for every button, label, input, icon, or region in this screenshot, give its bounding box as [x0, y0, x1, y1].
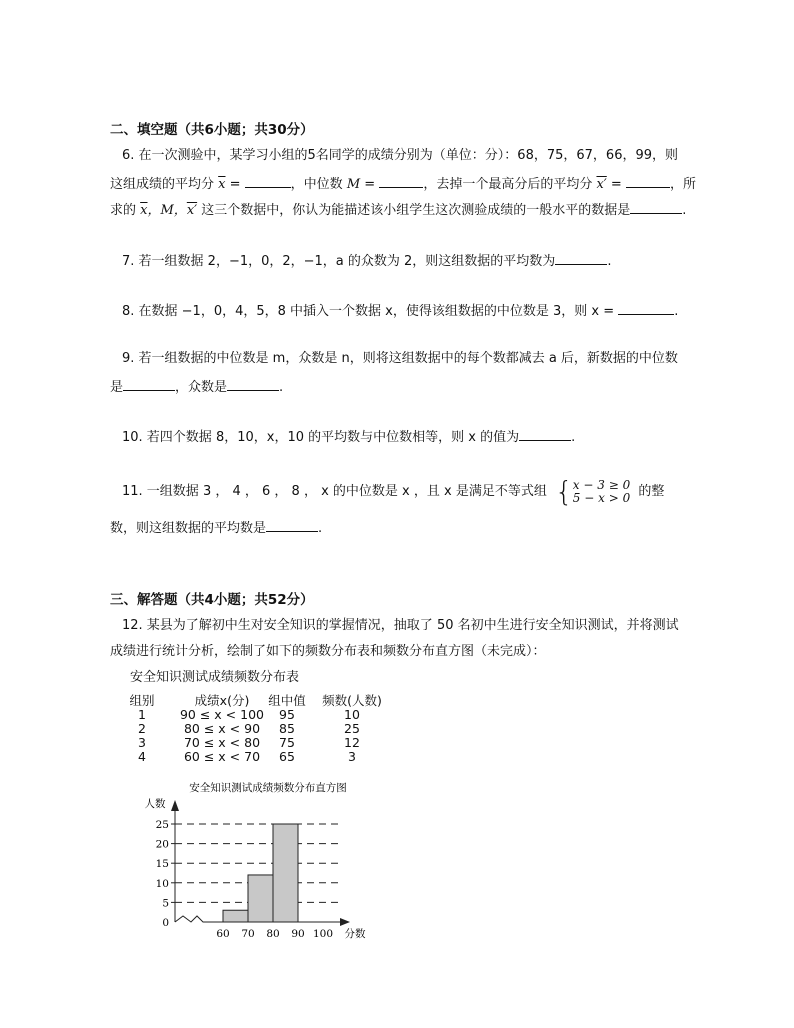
y-tick-label: 0 [162, 917, 169, 929]
q6-text-b: ，中位数 [290, 177, 343, 192]
q10-text: 10. 若四个数据 8，10，x，10 的平均数与中位数相等，则 x 的值为 [122, 430, 520, 445]
table-cell: 60 ≤ x < 70 [183, 749, 261, 764]
q6-text-f: 这三个数据中，你认为能描述该小组学生这次测验成绩的一般水平的数据是 [201, 203, 631, 218]
x-tick-label: 100 [312, 928, 334, 940]
q11-text-b: 的整 [638, 484, 665, 499]
q12-table-title: 安全知识测试成绩频数分布表 [130, 670, 300, 685]
x-tick-label: 60 [216, 928, 230, 940]
q11-ineq2: 5 − x > 0 [572, 490, 631, 505]
q6-line1: 6. 在一次测验中，某学习小组的5名同学的成绩分别为（单位：分）：68，75，67，66，99，则 [122, 148, 679, 163]
section3-title: 三、解答题（共4小题；共52分） [110, 592, 314, 608]
y-tick-label: 5 [162, 897, 169, 910]
q6-end: . [682, 203, 687, 218]
q9-text-a: 是 [110, 380, 124, 395]
histogram-bar [223, 910, 248, 922]
y-tick-label: 15 [155, 858, 169, 871]
x-tick-label: 70 [241, 928, 255, 940]
x-tick-label: 90 [291, 928, 305, 940]
table-cell: 65 [279, 749, 295, 764]
chart-ylabel: 人数 [144, 798, 166, 810]
q6-text-a: 这组成绩的平均分 [110, 177, 215, 192]
table-cell: 70 ≤ x < 80 [183, 735, 261, 750]
table-cell: 10 [344, 707, 360, 722]
q9-end: . [279, 380, 284, 395]
table-cell: 95 [279, 707, 295, 722]
q12-line2: 成绩进行统计分析，绘制了如下的频数分布表和频数分布直方图（未完成）： [110, 644, 546, 659]
table-cell: 75 [279, 735, 295, 750]
q9-text-b: ，众数是 [175, 380, 228, 395]
q7-end: . [607, 254, 612, 269]
q6-text-d: ，所 [669, 177, 696, 192]
q6-mean2-symbol: x′ [596, 177, 607, 192]
q11-text-c: 数，则这组数据的平均数是 [110, 521, 267, 536]
q11-ineq1: x − 3 ≥ 0 [572, 477, 631, 492]
chart-title: 安全知识测试成绩频数分布直方图 [189, 782, 347, 794]
table-cell: 1 [138, 707, 146, 722]
y-axis-arrow-icon [171, 800, 179, 811]
q7-text: 7. 若一组数据 2，−1，0，2，−1，a 的众数为 2，则这组数据的平均数为 [122, 254, 556, 269]
y-tick-label: 25 [155, 819, 169, 831]
x-axis-arrow-icon [340, 918, 350, 926]
y-tick-label: 10 [155, 877, 169, 890]
q12-line1: 12. 某县为了解初中生对安全知识的掌握情况，抽取了 50 名初中生进行安全知识测试，并将测试 [122, 618, 679, 633]
q9-line1: 9. 若一组数据的中位数是 m，众数是 n，则将这组数据中的每个数都减去 a 后，新数据的中位数 [122, 351, 678, 366]
q11-inequality-system: {x − 3 ≥ 0 5 − x > 0 [554, 474, 631, 508]
q6-text-e: 求的 [110, 203, 137, 218]
q6-median-symbol: M [346, 177, 361, 192]
section2-title: 二、填空题（共6小题；共30分） [110, 122, 314, 138]
table-header: 组别 [129, 693, 155, 708]
table-header: 成绩x(分) [194, 693, 250, 708]
table-cell: 85 [279, 721, 295, 736]
chart-xlabel: 分数 [344, 928, 366, 940]
table-header: 组中值 [268, 693, 306, 708]
q6-text-c: ，去掉一个最高分后的平均分 [423, 177, 593, 192]
q8-end: . [674, 304, 679, 319]
table-cell: 2 [138, 721, 146, 736]
table-cell: 25 [344, 721, 360, 736]
histogram-bar [273, 824, 298, 922]
table-cell: 12 [344, 735, 360, 750]
histogram-bar [248, 875, 273, 922]
q10-end: . [571, 430, 576, 445]
q11-end: . [318, 521, 323, 536]
q11-text-a: 11. 一组数据 3 ， 4 ， 6 ， 8 ， x 的中位数是 x ，且 x 是满足不等式组 [122, 484, 547, 499]
table-cell: 4 [138, 749, 146, 764]
table-cell: 3 [138, 735, 146, 750]
q6-mean-symbol: $\overline{x}$ [218, 177, 226, 192]
y-tick-label: 20 [155, 838, 169, 851]
q6-line2: 这组成绩的平均分 $\overline{x}$ = ，中位数 M = ，去掉一个最高分后的平均分 x′ = ，所 [110, 173, 696, 194]
x-tick-label: 80 [266, 928, 280, 940]
table-header: 频数(人数) [322, 693, 382, 708]
table-cell: 3 [348, 749, 356, 764]
q8-text: 8. 在数据 −1，0，4，5，8 中插入一个数据 x，使得该组数据的中位数是 3，则 x = [122, 304, 615, 319]
q6-symbols: $\overline{x}$，M，x′ [140, 203, 198, 218]
table-cell: 80 ≤ x < 90 [183, 721, 261, 736]
table-cell: 90 ≤ x < 100 [179, 707, 264, 722]
